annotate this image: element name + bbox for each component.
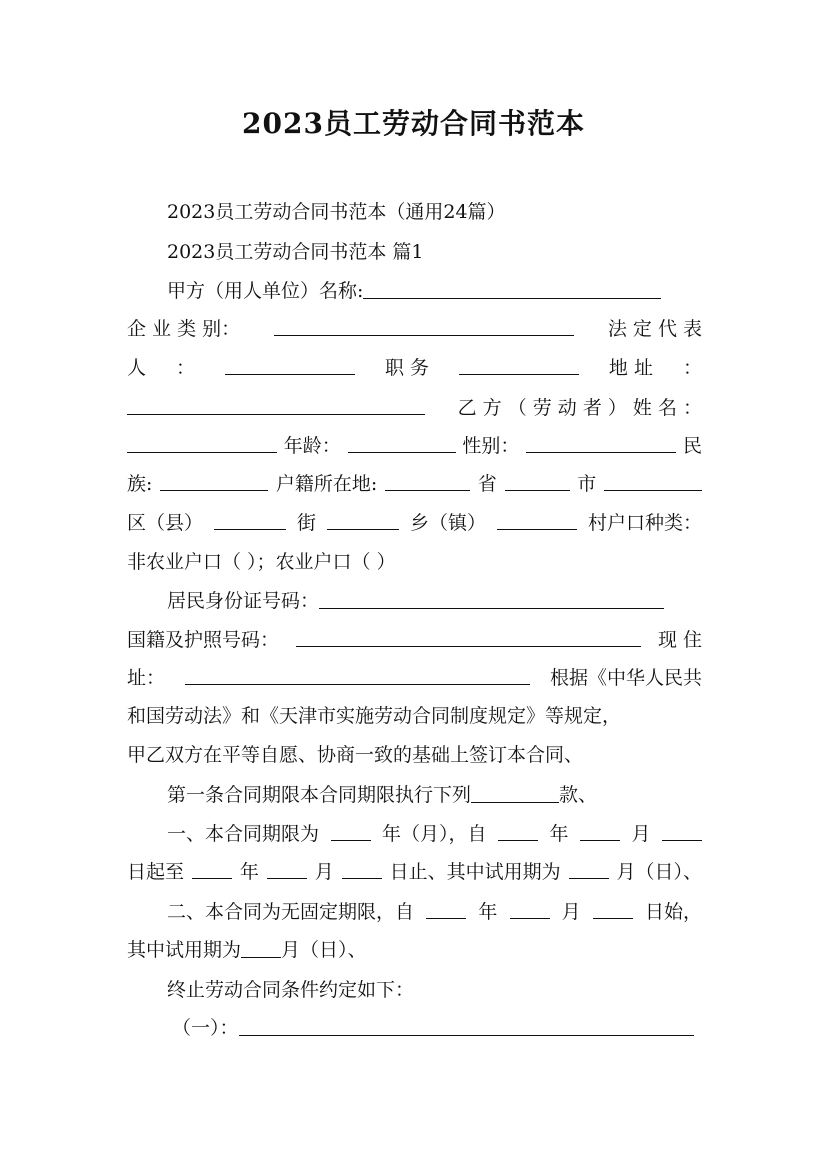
blank-field[interactable] <box>662 822 702 841</box>
termination-item-1: （一）： <box>172 1016 702 1040</box>
address-law-line: 址： 根据《中华人民共 <box>127 667 702 689</box>
blank-field[interactable] <box>604 472 702 491</box>
term-2-line: 二、本合同为无固定期限，自 年 月 日始， <box>167 901 702 923</box>
blank-field[interactable] <box>363 280 661 299</box>
agreement-line: 甲乙双方在平等自愿、协商一致的基础上签订本合同、 <box>127 744 584 766</box>
blank-field[interactable] <box>241 939 281 958</box>
term-1-line: 一、本合同期限为 年（月），自 年 月 <box>167 822 702 846</box>
term-2-continued-line: 其中试用期为 月（日）、 <box>127 939 367 961</box>
district-line: 区（县） 街 乡（镇） 村户口种类： <box>127 512 702 534</box>
party-b-line: 乙 方 （ 劳 动 者 ） 姓 名 ： <box>127 396 702 420</box>
blank-field[interactable] <box>192 860 232 879</box>
id-number-line: 居民身份证号码： <box>167 589 702 613</box>
blank-field[interactable] <box>331 822 371 841</box>
blank-field[interactable] <box>580 822 620 841</box>
blank-field[interactable] <box>327 511 399 530</box>
subtitle-line: 2023员工劳动合同书范本（通用24篇） <box>167 201 506 223</box>
blank-field[interactable] <box>569 860 609 879</box>
blank-field[interactable] <box>267 860 307 879</box>
law-text-line: 和国劳动法》和《天津市实施劳动合同制度规定》等规定， <box>127 705 622 727</box>
blank-field[interactable] <box>526 434 676 453</box>
blank-field[interactable] <box>225 356 355 375</box>
document-title: 2023员工劳动合同书范本 <box>242 107 585 140</box>
article-1-line: 第一条合同期限本合同期限执行下列 款、 <box>167 784 598 806</box>
blank-field[interactable] <box>385 472 470 491</box>
nationality-line: 国籍及护照号码： 现 住 <box>127 629 702 651</box>
blank-field[interactable] <box>274 317 574 336</box>
blank-field[interactable] <box>319 590 664 609</box>
term-1-continued-line: 日起至 年 月 日止、其中试用期为 月（日）、 <box>127 861 702 883</box>
hukou-options-line: 非农业户口（ ）；农业户口（ ） <box>127 551 396 573</box>
age-gender-line: 年龄： 性别： 民 <box>127 434 702 458</box>
blank-field[interactable] <box>239 1017 694 1036</box>
blank-field[interactable] <box>426 900 466 919</box>
blank-field[interactable] <box>185 666 530 685</box>
blank-field[interactable] <box>214 511 286 530</box>
blank-field[interactable] <box>296 628 641 647</box>
household-line: 族: 户籍所在地: 省 市 <box>127 472 702 496</box>
blank-field[interactable] <box>505 472 570 491</box>
blank-field[interactable] <box>127 396 425 415</box>
enterprise-type-line: 企 业 类 别： 法 定 代 表 <box>127 318 702 340</box>
party-a-name-line: 甲方（用人单位）名称: <box>167 279 702 303</box>
blank-field[interactable] <box>342 860 382 879</box>
blank-field[interactable] <box>497 511 577 530</box>
termination-heading: 终止劳动合同条件约定如下： <box>167 979 415 1001</box>
blank-field[interactable] <box>459 356 579 375</box>
blank-field[interactable] <box>348 434 456 453</box>
blank-field[interactable] <box>498 822 538 841</box>
blank-field[interactable] <box>127 434 277 453</box>
blank-field[interactable] <box>471 784 559 803</box>
blank-field[interactable] <box>510 900 550 919</box>
blank-field[interactable] <box>593 900 633 919</box>
position-address-line: 人 ： 职 务 地 址 ： <box>127 357 702 379</box>
blank-field[interactable] <box>160 472 268 491</box>
section-heading: 2023员工劳动合同书范本 篇1 <box>167 241 424 263</box>
